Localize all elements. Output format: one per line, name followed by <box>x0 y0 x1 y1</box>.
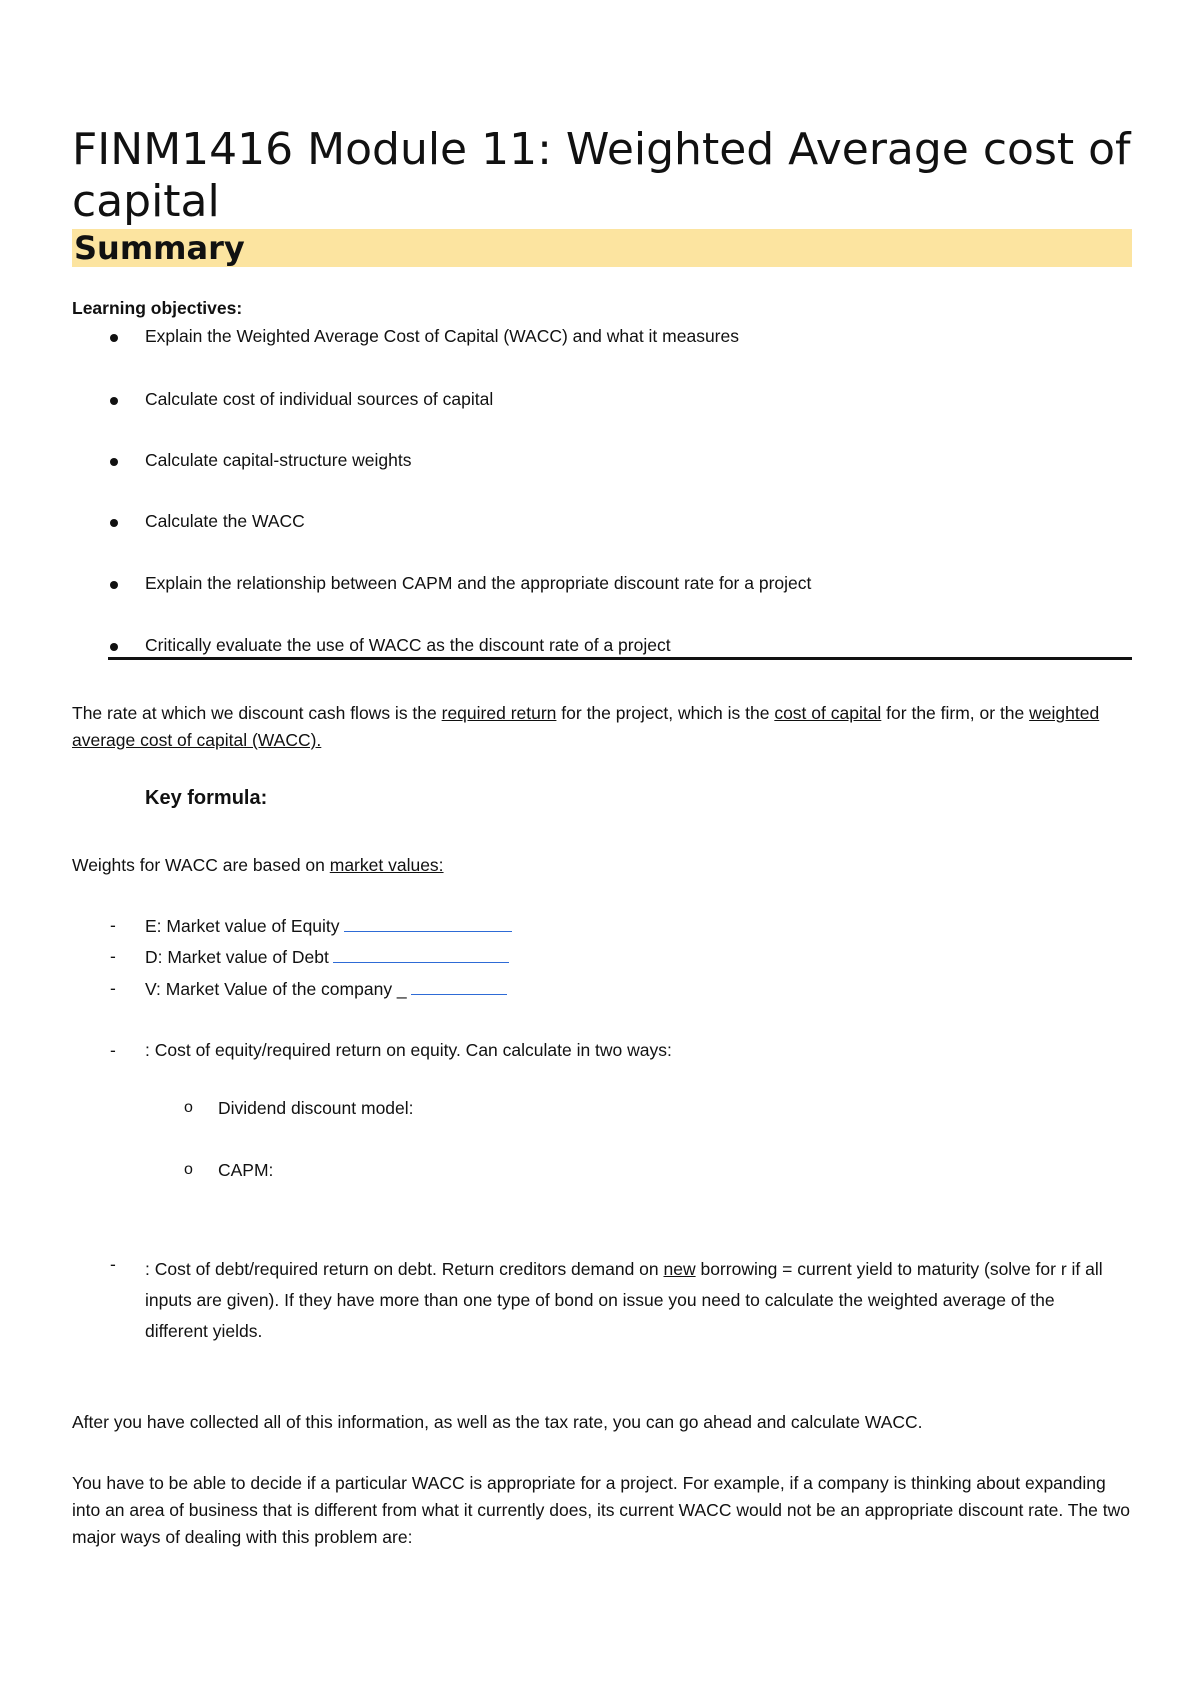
decide-paragraph: You have to be able to decide if a particular WACC is appropriate for a project. For example, if a company is thinking about expanding into an area of business that is different from what it currently does, its current WACC would not be an appropriate discount rate. The two major ways of dealing with this problem are: <box>72 1473 1130 1547</box>
wacc-term: weighted average cost of capital (WACC). <box>72 703 1100 750</box>
method-text: Dividend discount model: <box>218 1098 414 1118</box>
list-item <box>72 326 1132 352</box>
dash-marker: - <box>110 1040 116 1060</box>
list-item <box>72 1160 1132 1187</box>
objective-text: Calculate the WACC <box>145 511 305 531</box>
bullet-icon <box>110 519 118 527</box>
definition-text: E: Market value of Equity <box>145 916 340 936</box>
list-item <box>72 450 1132 476</box>
cost-of-equity-text: : Cost of equity/required return on equity. Can calculate in two ways: <box>145 1040 672 1060</box>
definition-text: V: Market Value of the company _ <box>145 979 407 999</box>
dash-marker: - <box>110 946 116 966</box>
key-formula-heading: Key formula: <box>145 787 268 809</box>
weights-line <box>72 852 1132 879</box>
list-item <box>72 1098 1132 1125</box>
list-item <box>72 389 1132 415</box>
list-item <box>72 978 1132 1005</box>
bullet-icon <box>110 458 118 466</box>
dash-marker: - <box>110 915 116 935</box>
blank-line <box>411 978 507 995</box>
list-item <box>72 1040 1132 1067</box>
definition-text: D: Market value of Debt <box>145 947 329 967</box>
market-values-term: market values: <box>329 855 444 875</box>
after-paragraph: After you have collected all of this information, as well as the tax rate, you can go ahead and calculate WACC. <box>72 1412 923 1432</box>
learning-objectives-heading: Learning objectives: <box>72 298 243 318</box>
dash-marker: - <box>110 978 116 998</box>
blank-line <box>344 915 512 932</box>
required-return-term: required return <box>441 703 557 723</box>
weights-text: Weights for WACC are based on <box>72 855 330 875</box>
list-item <box>72 915 1132 942</box>
objective-text: Calculate cost of individual sources of capital <box>145 389 494 409</box>
cost-of-debt-text <box>145 1254 1105 1347</box>
summary-heading: Summary <box>74 229 245 267</box>
intro-paragraph <box>72 700 1132 754</box>
circle-bullet: o <box>184 1161 193 1178</box>
bullet-icon <box>110 397 118 405</box>
bullet-icon <box>110 643 118 651</box>
objective-text: Calculate capital-structure weights <box>145 450 412 470</box>
debt-text: borrowing = current yield to maturity (solve for r if all inputs are given). If they have more than one type of bond on issue you need to calculate the weighted average of the different yields. <box>145 1259 1103 1341</box>
list-item <box>72 573 1132 599</box>
bullet-icon <box>110 334 118 342</box>
method-text: CAPM: <box>218 1160 274 1180</box>
list-item <box>72 946 1132 973</box>
objective-text: Explain the relationship between CAPM and the appropriate discount rate for a project <box>145 573 812 593</box>
intro-text: for the project, which is the <box>556 703 775 723</box>
intro-text: The rate at which we discount cash flows is the <box>72 703 442 723</box>
bullet-icon <box>110 581 118 589</box>
debt-text: : Cost of debt/required return on debt. Return creditors demand on <box>145 1259 664 1279</box>
intro-text: for the firm, or the <box>881 703 1030 723</box>
dash-marker: - <box>110 1254 116 1274</box>
list-item <box>72 511 1132 537</box>
new-term: new <box>663 1259 696 1279</box>
section-divider <box>108 657 1132 660</box>
circle-bullet: o <box>184 1099 193 1116</box>
document-title: FINM1416 Module 11: Weighted Average cost of capital <box>72 124 1131 227</box>
objective-text: Critically evaluate the use of WACC as the discount rate of a project <box>145 635 671 655</box>
cost-of-capital-term: cost of capital <box>774 703 882 723</box>
objective-text: Explain the Weighted Average Cost of Capital (WACC) and what it measures <box>145 326 739 346</box>
blank-line <box>333 946 509 963</box>
